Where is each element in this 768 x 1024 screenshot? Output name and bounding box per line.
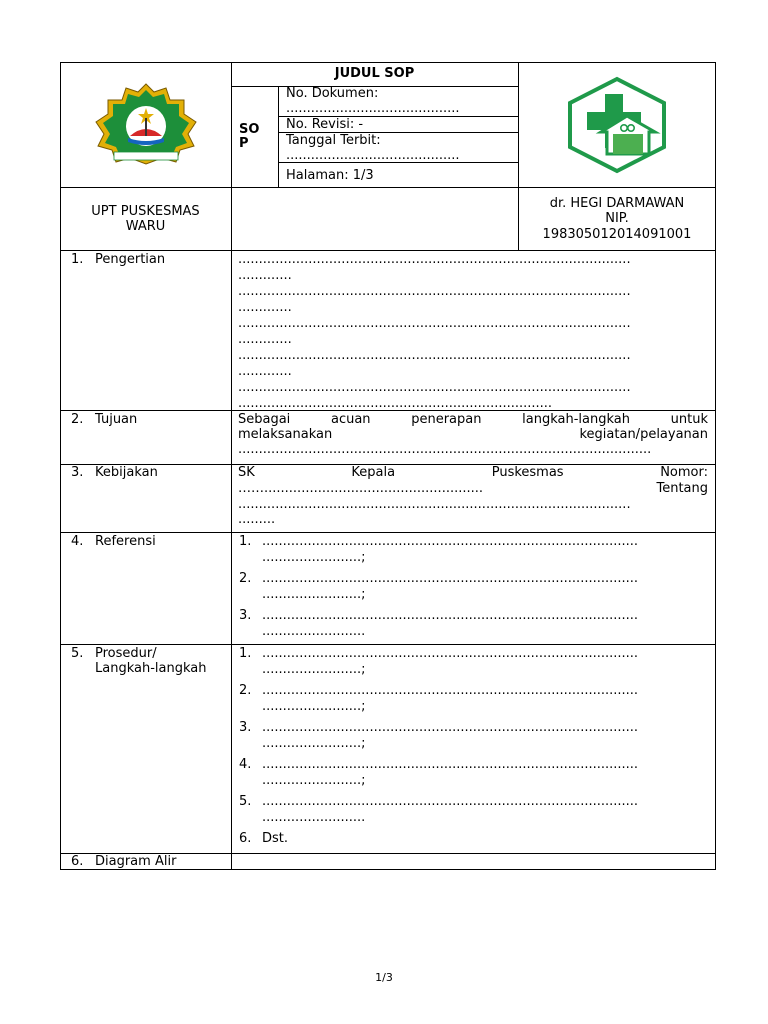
section-number: 4. bbox=[71, 534, 84, 549]
list-item: ........................................................................................... bbox=[262, 571, 639, 586]
org-name: UPT PUSKESMAS bbox=[91, 204, 200, 219]
list-item: ........................; bbox=[262, 662, 366, 677]
signer-name: dr. HEGI DARMAWAN bbox=[549, 196, 685, 211]
list-item-number: 2. bbox=[239, 571, 252, 586]
kebijakan-text: ......... bbox=[238, 512, 276, 527]
tujuan-text: .................................................................................................... bbox=[238, 442, 652, 457]
list-item: ......................... bbox=[262, 810, 366, 825]
no-dokumen-label: No. Dokumen: bbox=[286, 86, 379, 101]
list-item-number: 1. bbox=[239, 646, 252, 661]
signer-nip-label: NIP. bbox=[605, 211, 629, 226]
halaman-label: Halaman: 1/3 bbox=[286, 168, 374, 183]
section-number: 1. bbox=[71, 252, 84, 267]
section-label-prosedur: Prosedur/ bbox=[95, 646, 157, 661]
section-label-diagram: Diagram Alir bbox=[95, 854, 177, 869]
section-number: 2. bbox=[71, 412, 84, 427]
kebijakan-text: SK Kepala Puskesmas Nomor: bbox=[238, 465, 708, 480]
list-item: ........................; bbox=[262, 736, 366, 751]
tanggal-terbit-value: .......................................... bbox=[286, 148, 460, 163]
list-item: ........................................................................................... bbox=[262, 646, 639, 661]
list-item-number: 3. bbox=[239, 720, 252, 735]
org-name: WARU bbox=[125, 219, 166, 234]
list-item-number: 2. bbox=[239, 683, 252, 698]
list-item-number: 1. bbox=[239, 534, 252, 549]
kabupaten-emblem-icon bbox=[92, 82, 200, 166]
section-number: 3. bbox=[71, 465, 84, 480]
signer-nip: 198305012014091001 bbox=[542, 227, 692, 242]
section-label-kebijakan: Kebijakan bbox=[95, 465, 158, 480]
tujuan-text: Sebagai acuan penerapan langkah-langkah untuk bbox=[238, 412, 708, 427]
tujuan-text: melaksanakan kegiatan/pelayanan bbox=[238, 427, 708, 442]
list-item: ........................; bbox=[262, 699, 366, 714]
puskesmas-logo-icon bbox=[565, 76, 669, 174]
document-title: JUDUL SOP bbox=[334, 66, 415, 81]
divider bbox=[278, 86, 279, 187]
list-item: ........................................................................................... bbox=[262, 720, 639, 735]
list-item-number: 3. bbox=[239, 608, 252, 623]
page-number: 1/3 bbox=[375, 971, 393, 984]
kebijakan-text: ............................................................................................... bbox=[238, 497, 631, 512]
section-number: 6. bbox=[71, 854, 84, 869]
divider bbox=[60, 187, 716, 188]
list-item: Dst. bbox=[262, 831, 289, 846]
list-item: ........................................................................................... bbox=[262, 757, 639, 772]
list-item: ........................................................................................... bbox=[262, 534, 639, 549]
list-item: ........................; bbox=[262, 773, 366, 788]
divider bbox=[231, 62, 232, 870]
divider bbox=[60, 532, 716, 533]
no-revisi-label: No. Revisi: - bbox=[286, 117, 364, 132]
list-item-number: 6. bbox=[239, 831, 252, 846]
list-item: ........................................................................................... bbox=[262, 794, 639, 809]
section-label-prosedur: Langkah-langkah bbox=[95, 661, 207, 676]
list-item: ........................; bbox=[262, 587, 366, 602]
section-label-pengertian: Pengertian bbox=[95, 252, 166, 267]
kebijakan-text: ……..................................................... Tentang bbox=[238, 481, 708, 496]
sop-label: P bbox=[239, 136, 249, 151]
list-item-number: 4. bbox=[239, 757, 252, 772]
divider bbox=[60, 250, 716, 251]
section-label-tujuan: Tujuan bbox=[95, 412, 138, 427]
no-dokumen-value: .......................................... bbox=[286, 101, 460, 116]
sop-label: SO bbox=[239, 122, 260, 137]
list-item: ........................; bbox=[262, 550, 366, 565]
section-label-referensi: Referensi bbox=[95, 534, 156, 549]
list-item: ........................................................................................... bbox=[262, 683, 639, 698]
list-item: ........................................................................................... bbox=[262, 608, 639, 623]
list-item: ......................... bbox=[262, 624, 366, 639]
list-item-number: 5. bbox=[239, 794, 252, 809]
pengertian-text: ............................................................................................... ............. ............................................................................................... ............. ............................................................................................... ............. ............................................................................................... ............. ............................................................................................... ............................................................................ bbox=[238, 252, 631, 411]
tanggal-terbit-label: Tanggal Terbit: bbox=[286, 133, 381, 148]
divider bbox=[60, 644, 716, 645]
section-number: 5. bbox=[71, 646, 84, 661]
